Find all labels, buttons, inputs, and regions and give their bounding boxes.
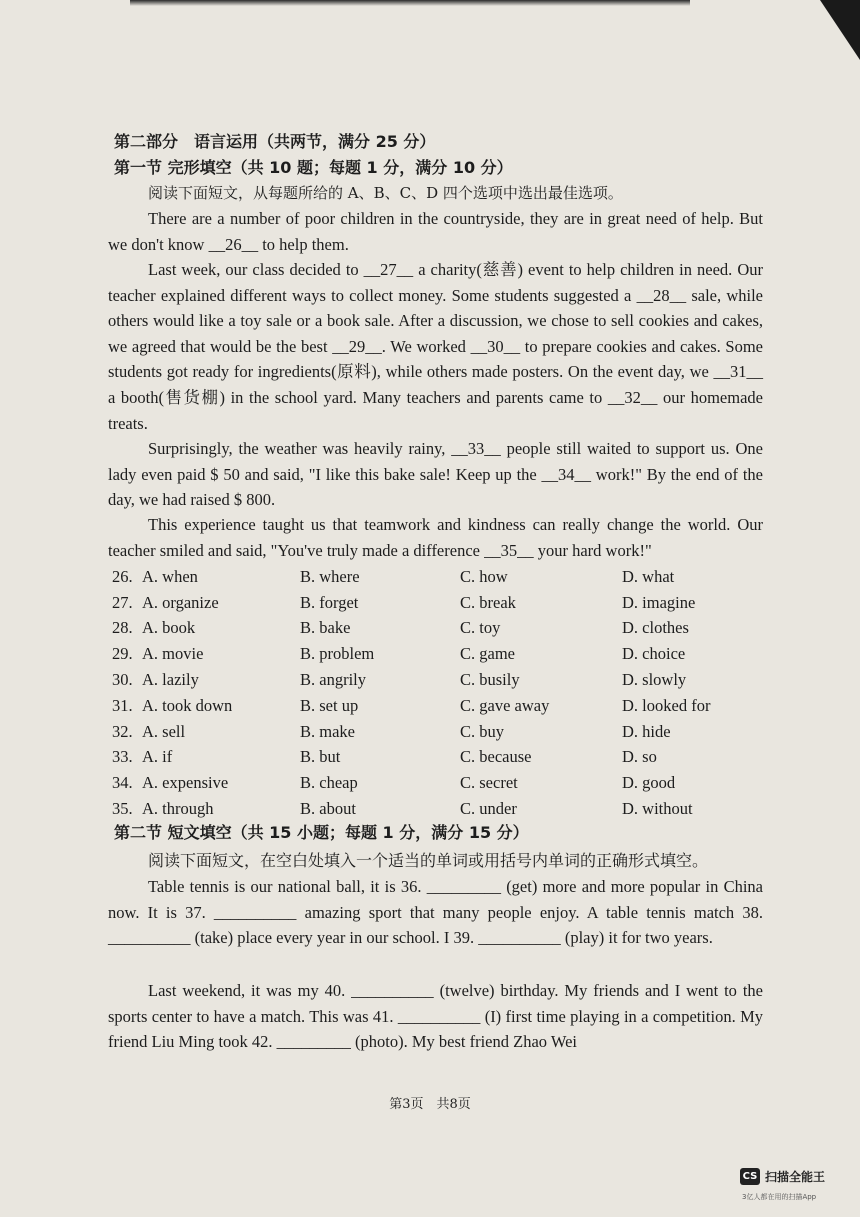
question-number: 35.: [112, 799, 133, 819]
option-b: B. but: [300, 747, 341, 767]
option-c: C. buy: [460, 721, 505, 741]
option-d: D. so: [622, 747, 657, 767]
option-c: C. toy: [460, 618, 501, 638]
option-a: A. took down: [142, 695, 233, 715]
question-number: 26.: [112, 566, 133, 586]
option-b: B. bake: [300, 618, 351, 638]
option-b: B. where: [300, 566, 360, 586]
option-c: C. game: [460, 644, 515, 664]
question-number: 30.: [112, 670, 133, 690]
option-c: C. break: [460, 592, 516, 612]
option-row: [112, 796, 752, 822]
option-a: A. when: [142, 566, 198, 586]
question-number: 28.: [112, 618, 133, 638]
question-number: 29.: [112, 644, 133, 664]
cloze-paragraph-3: Surprisingly, the weather was heavily rainy, __33__ people still waited to support us. One lady even paid $ 50 and said, "I like this bake sale! Keep up the __34__ work!" By the end of the day, we had raised $ 800.: [108, 439, 763, 510]
camscanner-logo-icon: CS: [740, 1168, 760, 1185]
option-row: [112, 719, 752, 745]
question-number: 33.: [112, 747, 133, 767]
options-table: [112, 564, 752, 822]
option-a: A. expensive: [142, 773, 229, 793]
option-c: C. gave away: [460, 695, 550, 715]
option-row: [112, 641, 752, 667]
watermark-app-name: 扫描全能王: [765, 1170, 826, 1184]
watermark-tagline: 3亿人都在用的扫描App: [742, 1193, 817, 1201]
option-d: D. imagine: [622, 592, 696, 612]
option-row: [112, 667, 752, 693]
cloze-paragraph-4: This experience taught us that teamwork and kindness can really change the world. Our teacher smiled and said, "You've truly made a difference __35__ your hard work!": [108, 515, 763, 560]
option-c: C. because: [460, 747, 532, 767]
option-b: B. angrily: [300, 670, 366, 690]
option-c: C. how: [460, 566, 508, 586]
option-d: D. slowly: [622, 670, 687, 690]
part2-heading: 第二部分 语言运用（共两节，满分 25 分）: [114, 132, 436, 151]
option-c: C. under: [460, 799, 517, 819]
option-c: C. secret: [460, 773, 518, 793]
scan-edge-shadow: [130, 0, 690, 6]
option-a: A. organize: [142, 592, 219, 612]
section2-heading: 第二节 短文填空（共 15 小题；每题 1 分，满分 15 分）: [114, 823, 529, 842]
fill-blank-paragraph-2: Last weekend, it was my 40. __________ (twelve) birthday. My friends and I went to the sports center to have a match. This was 41. __________ (I) first time playing in a competition. My friend Liu Ming took 42. _________ (photo). My best friend Zhao Wei: [108, 981, 763, 1052]
option-b: B. forget: [300, 592, 359, 612]
scan-corner-shadow: [820, 0, 860, 60]
question-number: 27.: [112, 592, 133, 612]
option-b: B. about: [300, 799, 356, 819]
option-a: A. sell: [142, 721, 186, 741]
option-b: B. make: [300, 721, 355, 741]
option-row: [112, 693, 752, 719]
option-d: D. clothes: [622, 618, 689, 638]
question-number: 32.: [112, 721, 133, 741]
page-number: 第3页 共8页: [389, 1097, 471, 1112]
section1-heading: 第一节 完形填空（共 10 题；每题 1 分，满分 10 分）: [114, 158, 513, 177]
section1-instruction: 阅读下面短文，从每题所给的 A、B、C、D 四个选项中选出最佳选项。: [148, 184, 623, 202]
option-c: C. busily: [460, 670, 520, 690]
cloze-paragraph-1: There are a number of poor children in the countryside, they are in great need of help. But we don't know __26__ to help them.: [108, 209, 763, 254]
option-d: D. without: [622, 799, 693, 819]
option-row: [112, 616, 752, 642]
option-b: B. problem: [300, 644, 375, 664]
option-a: A. lazily: [142, 670, 199, 690]
option-d: D. choice: [622, 644, 686, 664]
option-d: D. looked for: [622, 695, 711, 715]
scanner-watermark: [740, 1168, 825, 1185]
question-number: 31.: [112, 695, 133, 715]
option-a: A. if: [142, 747, 173, 767]
option-row: [112, 745, 752, 771]
option-row: [112, 590, 752, 616]
option-b: B. cheap: [300, 773, 358, 793]
option-row: [112, 770, 752, 796]
option-a: A. book: [142, 618, 196, 638]
cloze-paragraph-2: Last week, our class decided to __27__ a charity(慈善) event to help children in need. Our teacher explained different ways to collect money. Some students suggested a __28__ sale, while others would like a toy sale or a book sale. After a discussion, we chose to sell cookies and cakes, we agreed that would be the best __29__. We worked __30__ to prepare cookies and cakes. Some students got ready for ingredients(原料), while others made posters. On the event day, we __31__ a booth(售货棚) in the school yard. Many teachers and parents came to __32__ our homemade treats.: [108, 260, 763, 433]
option-b: B. set up: [300, 695, 359, 715]
option-d: D. good: [622, 773, 676, 793]
option-d: D. hide: [622, 721, 671, 741]
question-number: 34.: [112, 773, 133, 793]
option-a: A. movie: [142, 644, 204, 664]
option-row: [112, 564, 752, 590]
fill-blank-paragraph-1: Table tennis is our national ball, it is 36. _________ (get) more and more popular in China now. It is 37. __________ amazing sport that many people enjoy. A table tennis match 38. __________ (take) place every year in our school. I 39. __________ (play) it for two years.: [108, 877, 763, 948]
section2-instruction: 阅读下面短文，在空白处填入一个适当的单词或用括号内单词的正确形式填空。: [148, 851, 709, 870]
option-d: D. what: [622, 566, 675, 586]
option-a: A. through: [142, 799, 214, 819]
